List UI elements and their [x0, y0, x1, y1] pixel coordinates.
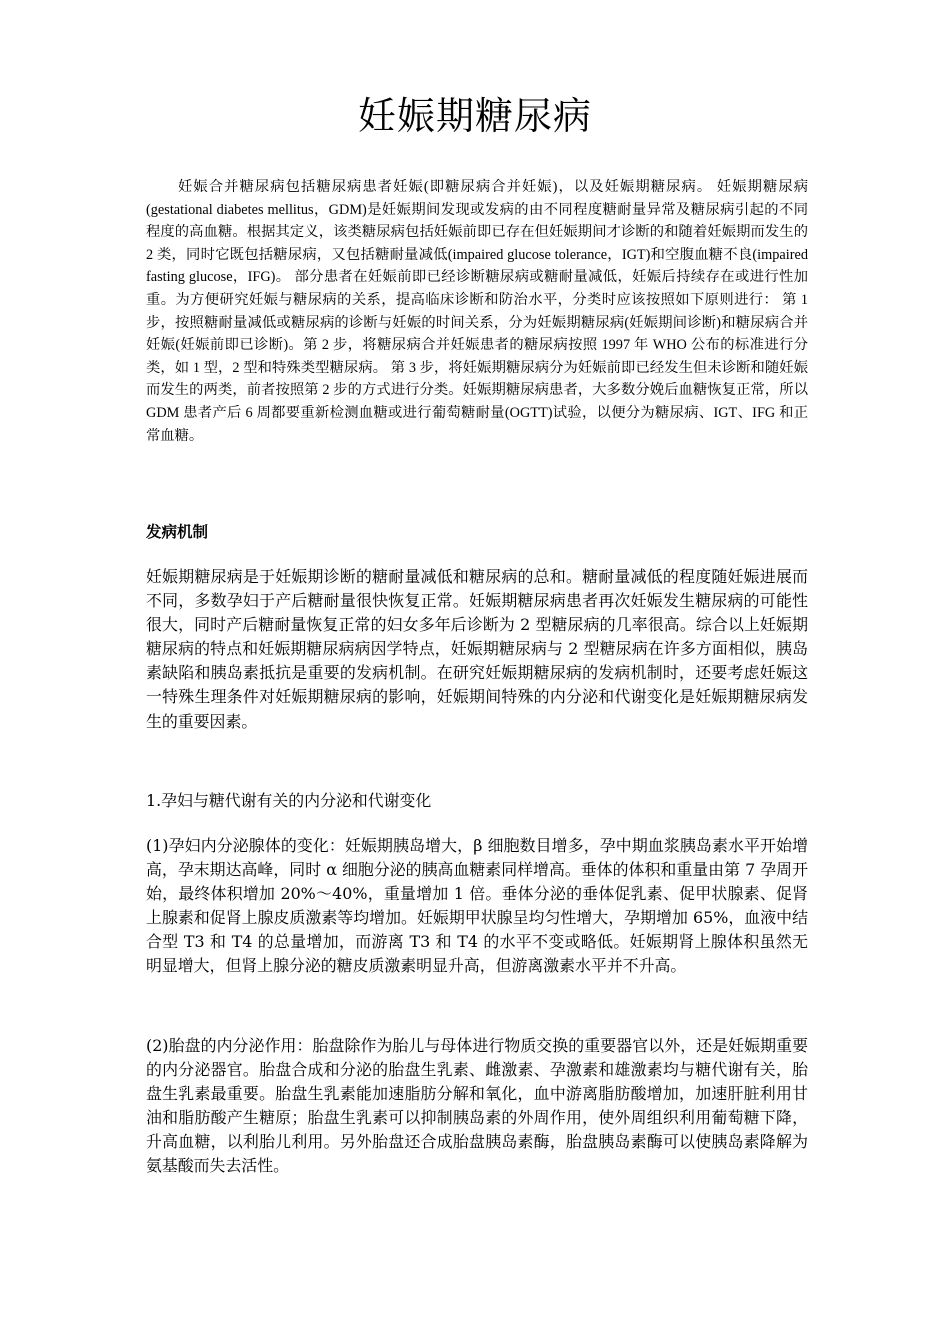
item-endocrine-gland-changes: (1)孕妇内分泌腺体的变化：妊娠期胰岛增大，β 细胞数目增多，孕中期血浆胰岛素水平开始增高，孕末期达高峰，同时 α 细胞分泌的胰高血糖素同样增高。垂体的体积和重量由第 7 孕周开始，最终体积增加 20%～40%，重量增加 1 倍。垂体分泌的垂体促乳素、促甲状腺素、促肾上腺素和促肾上腺皮质激素等均增加。妊娠期甲状腺呈均匀性增大，孕期增加 65%，血液中结合型 T3 和 T4 的总量增加，而游离 T3 和 T4 的水平不变或略低。妊娠期肾上腺体积虽然无明显增大，但肾上腺分泌的糖皮质激素明显升高，但游离激素水平并不升高。	[146, 836, 808, 976]
section-heading-pathogenesis: 发病机制	[146, 523, 209, 541]
mechanism-paragraph: 妊娠期糖尿病是于妊娠期诊断的糖耐量减低和糖尿病的总和。糖耐量减低的程度随妊娠进展而不同，多数孕妇于产后糖耐量很快恢复正常。妊娠期糖尿病患者再次妊娠发生糖尿病的可能性很大，同时产后糖耐量恢复正常的妇女多年后诊断为 2 型糖尿病的几率很高。综合以上妊娠期糖尿病的特点和妊娠期糖尿病病因学特点，妊娠期糖尿病与 2 型糖尿病在许多方面相似，胰岛素缺陷和胰岛素抵抗是重要的发病机制。在研究妊娠期糖尿病的发病机制时，还要考虑妊娠这一特殊生理条件对妊娠期糖尿病的影响，妊娠期间特殊的内分泌和代谢变化是妊娠期糖尿病发生的重要因素。	[146, 567, 808, 731]
document-title: 妊娠期糖尿病	[357, 94, 592, 138]
item-placenta-endocrine-function: (2)胎盘的内分泌作用：胎盘除作为胎儿与母体进行物质交换的重要器官以外，还是妊娠期重要的内分泌器官。胎盘合成和分泌的胎盘生乳素、雌激素、孕激素和雄激素均与糖代谢有关，胎盘生乳素最重要。胎盘生乳素能加速脂肪分解和氧化，血中游离脂肪酸增加，加速肝脏利用甘油和脂肪酸产生糖原；胎盘生乳素可以抑制胰岛素的外周作用，使外周组织利用葡萄糖下降，升高血糖，以利胎儿利用。另外胎盘还合成胎盘胰岛素酶，胎盘胰岛素酶可以使胰岛素降解为氨基酸而失去活性。	[146, 1036, 808, 1176]
intro-paragraph: 妊娠合并糖尿病包括糖尿病患者妊娠(即糖尿病合并妊娠)，以及妊娠期糖尿病。 妊娠期糖尿病(gestational diabetes mellitus，GDM)是妊娠期间发现或发病的由不同程度糖耐量异常及糖尿病引起的不同程度的高血糖。根据其定义，该类糖尿病包括妊娠前即已存在但妊娠期间才诊断的和随着妊娠期而发生的 2 类，同时它既包括糖尿病，又包括糖耐量减低(impaired glucose tolerance，IGT)和空腹血糖不良(impaired fasting glucose，IFG)。 部分患者在妊娠前即已经诊断糖尿病或糖耐量减低，妊娠后持续存在或进行性加重。为方便研究妊娠与糖尿病的关系，提高临床诊断和防治水平，分类时应该按照如下原则进行： 第 1 步，按照糖耐量减低或糖尿病的诊断与妊娠的时间关系，分为妊娠期糖尿病(妊娠期间诊断)和糖尿病合并妊娠(妊娠前即已诊断)。第 2 步，将糖尿病合并妊娠患者的糖尿病按照 1997 年 WHO 公布的标准进行分类，如 1 型，2 型和特殊类型糖尿病。 第 3 步，将妊娠期糖尿病分为妊娠前即已经发生但未诊断和随妊娠而发生的两类，前者按照第 2 步的方式进行分类。妊娠期糖尿病患者，大多数分娩后血糖恢复正常，所以 GDM 患者产后 6 周都要重新检测血糖或进行葡萄糖耐量(OGTT)试验，以便分为糖尿病、IGT、IFG 和正常血糖。	[146, 179, 808, 444]
subheading-endocrine-metabolic-changes: 1.孕妇与糖代谢有关的内分泌和代谢变化	[146, 791, 432, 810]
